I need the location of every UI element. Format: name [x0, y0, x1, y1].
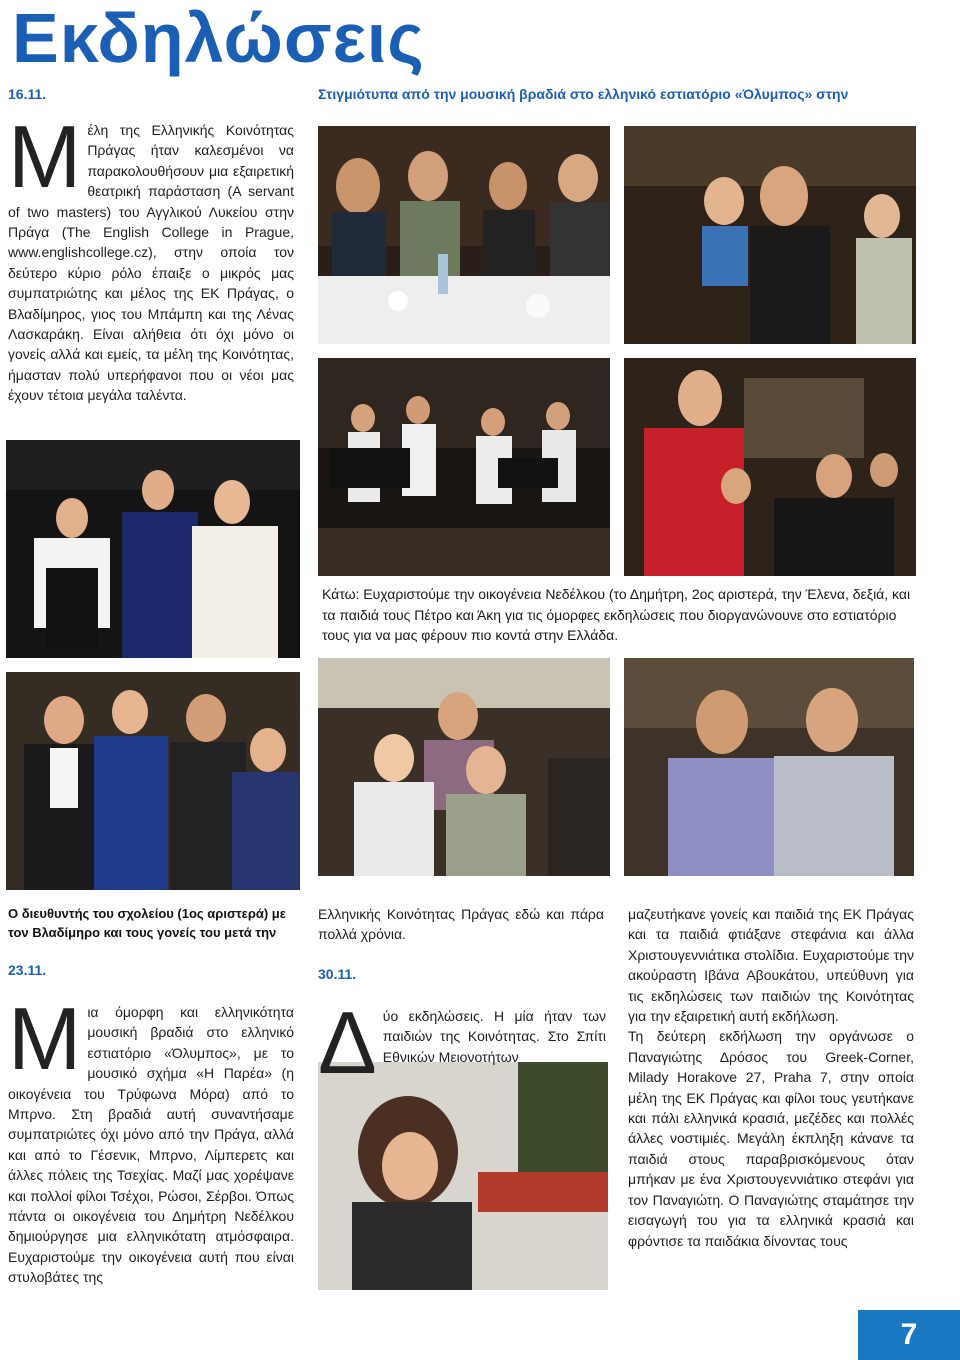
article-23-11-continued: Ελληνικής Κοινότητας Πράγας εδώ και πάρα πολλά χρόνια.: [318, 906, 604, 943]
top-photo-caption: Στιγμιότυπα από την μουσική βραδιά στο ελληνικό εστιατόριο «Όλυμπος» στην: [318, 86, 849, 102]
photo-theatre-actors: [6, 440, 300, 658]
director-photo-caption: Ο διευθυντής του σχολείου (1ος αριστερά) με τον Βλαδίμηρο και τους γονείς του μετά την: [8, 906, 286, 940]
photo-father-child: [624, 126, 916, 344]
photo-director-group: [6, 672, 300, 890]
article-text: ια όμορφη και ελληνικότητα μουσική βραδιά στο ελληνικό εστιατόριο «Όλυμπος», με το μουσικό σχήμα «Η Παρέα» (η οικογένεια του Τρύφωνα Μόρα) από το Μπρνο. Στη βραδιά αυτή συναντήσαμε συμπατριώτες όχι μόνο από την Πράγα, αλλά και από το Γέσενικ, Μπρνο, Λίμπερετς και άλλες πόλεις της Τσεχίας. Μαζί μας χορέψανε και πολλοί φίλοι Τσέχοι, Ρώσοι, Σέρβοι. Όπως πάντα οι οικογένεια του Δημήτρη Νεδέλκου δημιούργησε μια ελληνικότατη ατμόσφαιρα. Ευχαριστούμε την οικογένεια αυτή που είναι στυλοβάτες της: [8, 1004, 294, 1286]
photo-girl-wreath: [318, 1062, 608, 1290]
page-title: Εκδηλώσεις: [12, 0, 425, 77]
dropcap: Δ: [318, 993, 377, 1092]
mid-photo-caption: Κάτω: Ευχαριστούμε την οικογένεια Νεδέλκου (το Δημήτρη, 2ος αριστερά, την Έλενα, δεξιά, και τα παιδιά τους Πέτρο και Άκη για τις όμορφες εκδηλώσεις που διοργανώνουνε στο εστιατόριο τους για να μας φέρουν πιο κοντά στην Ελλάδα.: [322, 586, 911, 643]
date-30-11: 30.11.: [318, 966, 357, 982]
page-number: 7: [858, 1310, 960, 1360]
article-30-11-continued: [628, 904, 914, 1251]
date-16-11: 16.11.: [8, 86, 47, 102]
photo-two-men: [624, 658, 914, 876]
article-text: ύο εκδηλώσεις. Η μία ήταν των παιδιών της Κοινότητας. Στο Σπίτι Εθνικών Μειονοτήτων: [382, 1008, 606, 1065]
article-30-11: [318, 993, 606, 1092]
dropcap: Μ: [8, 107, 82, 206]
article-16-11: [8, 107, 294, 406]
article-23-11: [8, 989, 294, 1288]
article-text: έλη της Ελληνικής Κοινότητας Πράγας ήταν καλεσμένοι να παρακολουθήσουν μια εξαιρετική θεατρική παράσταση (A servant of two masters) του Αγγλικού Λυκείου στην Πράγα (The English College in Prague, www.englishcollege.cz), στην οποία τον δεύτερο κύριο ρόλο έπαιξε ο μικρός μας συμπατριώτης και μέλος της ΕΚ Πράγας, ο Βλαδίμηρος, γιος του Μπάμπη και της Λένας Λασκαράκη. Είναι αλήθεια ότι όχι μόνο οι γονείς αλλά και εμείς, τα μέλη της Κοινότητας, ήμασταν πολύ υπερήφανοι που οι νέοι μας έχουν τέτοια μεγάλα ταλέντα.: [8, 122, 294, 404]
photo-man-red-shirt: [624, 358, 916, 576]
date-23-11: 23.11.: [8, 962, 47, 978]
article-text-part2: Τη δεύτερη εκδήλωση την οργάνωσε ο Παναγιώτης Δρόσος του Greek-Corner, Milady Horakove 27, Praha 7, στην οποία μέλη της ΕΚ Πράγας και φίλοι τους γευτήκανε και πάλι ελληνικά κρασιά, μεζέδες και πολλές άλλες νοστιμιές. Μεγάλη έκπληξη κάνανε τα παιδιά στους παραβρισκόμενους όταν μπήκαν με ένα Χριστουγεννιάτικο στεφάνι για τον Παναγιώτη. Ο Παναγιώτης σταμάτησε την εισαγωγή του για τα ελληνικά κρασιά και φρόντισε τα παιδάκια δίνοντας τους: [628, 1028, 914, 1249]
article-text-part1: μαζευτήκανε γονείς και παιδιά της ΕΚ Πράγας και τα παιδιά φτιάξανε στεφάνια και άλλα Χριστουγεννιάτικα στολίδια. Ευχαριστούμε την ακούραστη Ιβάνα Αβουκάτου, υπεύθυνη για τις εκδηλώσεις των παιδιών της Κοινότητας για την εξαιρετική αυτή εκδήλωση.: [628, 906, 914, 1025]
dropcap: Μ: [8, 989, 82, 1088]
photo-restaurant-table: [318, 126, 610, 344]
photo-band: [318, 358, 610, 576]
photo-smiling-group: [318, 658, 610, 876]
